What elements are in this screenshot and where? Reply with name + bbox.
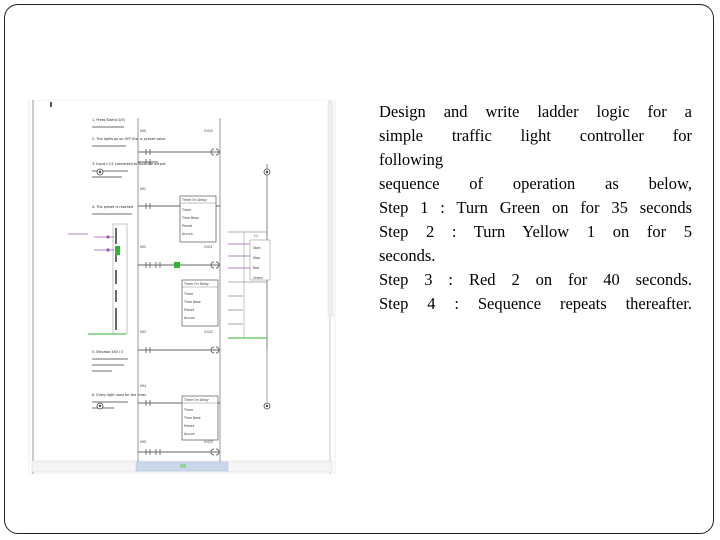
- rung-004: 004: [140, 384, 147, 388]
- input-module: [113, 224, 127, 334]
- timer-2-title: Timer On Delay: [184, 282, 209, 286]
- rung-005: 005: [140, 440, 147, 444]
- note-4: 4. The preset is reached: [92, 205, 134, 209]
- output-addr-3: O:0/3: [204, 440, 213, 444]
- io-label-module: I:1: [254, 234, 259, 238]
- question-line-3: following: [379, 150, 444, 169]
- output-addr-1: O:0/1: [204, 245, 213, 249]
- timer-1-accum: Accum: [182, 232, 193, 236]
- io-label-red: Red: [253, 266, 260, 270]
- question-line-5: Step 1 : Turn Green on for 35 seconds: [379, 198, 692, 217]
- ladder-logic-figure: [28, 100, 336, 474]
- question-line-2: simple traffic light controller for: [379, 126, 692, 145]
- active-contact-highlight: [174, 262, 180, 268]
- question-line-9: Step 4 : Sequence repeats thereafter.: [379, 294, 692, 313]
- timer-3-timer: Timer: [184, 408, 194, 412]
- timer-1-timebase: Time Base: [182, 216, 199, 220]
- timer-block-1: [180, 196, 216, 242]
- timer-1-preset: Preset: [182, 224, 192, 228]
- timer-block-3: [182, 396, 218, 440]
- timer-3-preset: Preset: [184, 424, 194, 428]
- timer-3-timebase: Time Base: [184, 416, 201, 420]
- note-5: 5. Elevator 450 / 0: [92, 350, 124, 354]
- question-line-7: seconds.: [379, 246, 436, 265]
- timer-1-timer: Timer: [182, 208, 192, 212]
- timer-block-2: [182, 280, 218, 326]
- timer-2-preset: Preset: [184, 308, 194, 312]
- note-6: 6. Every light used for the timer: [92, 393, 147, 397]
- timer-2-accum: Accum: [184, 316, 195, 320]
- question-line-4: sequence of operation as below,: [379, 174, 692, 193]
- rung-002: 002: [140, 245, 147, 249]
- timer-2-timer: Timer: [184, 292, 194, 296]
- field-devices: [250, 234, 270, 280]
- rung-003: 003: [140, 330, 147, 334]
- timer-2-timebase: Time Base: [184, 300, 201, 304]
- note-2: 2. The lights go on OFF first a, preset value: [92, 137, 166, 141]
- io-label-green: Green: [253, 276, 263, 280]
- note-1: 1. Press Start(I:1/0): [92, 118, 125, 122]
- question-text: [379, 100, 692, 316]
- question-line-8: Step 3 : Red 2 on for 40 seconds.: [379, 270, 692, 289]
- ladder-logic-diagram: [28, 100, 336, 474]
- timer-3-accum: Accum: [184, 432, 195, 436]
- note-3: 3. Input I:1/1 connected to Start the output.: [92, 162, 167, 166]
- output-addr-2: O:0/2: [204, 330, 213, 334]
- rung-000: 000: [140, 129, 147, 133]
- question-line-6: Step 2 : Turn Yellow 1 on for 5: [379, 222, 692, 241]
- output-addr-0: O:0/0: [204, 129, 213, 133]
- rung-001: 001: [140, 187, 147, 191]
- timer-3-title: Timer On Delay: [184, 398, 209, 402]
- io-label-stop: Stop: [253, 256, 261, 260]
- timer-1-title: Timer On Delay: [182, 198, 207, 202]
- question-line-1: Design and write ladder logic for a: [379, 102, 692, 121]
- io-label-start: Start: [253, 246, 261, 250]
